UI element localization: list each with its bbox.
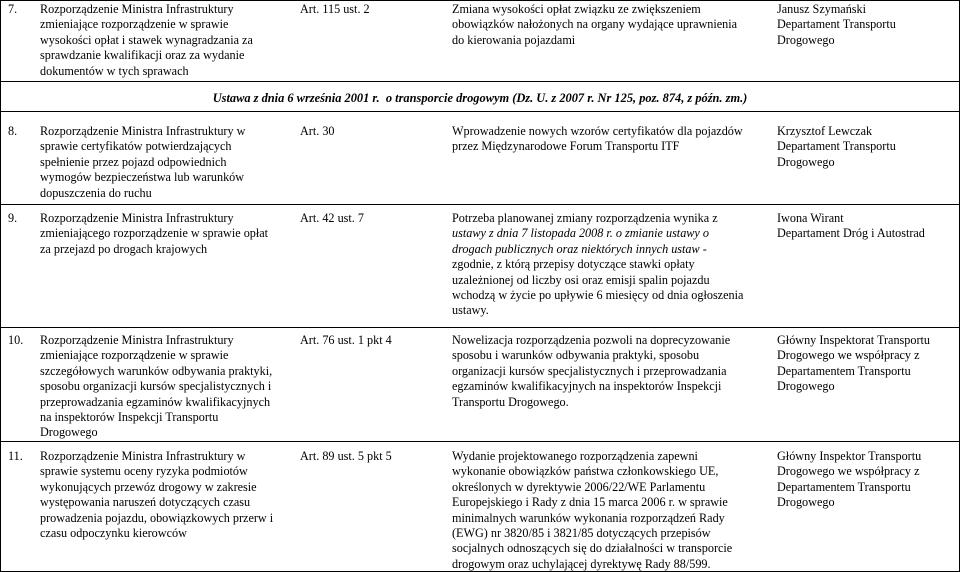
row-divider [0,441,960,442]
row-divider [0,111,960,112]
article-reference: Art. 30 [300,124,335,138]
row-number: 11. [8,449,23,463]
regulation-title: Rozporządzenie Ministra Infrastruktury zmieniającego rozporządzenie w sprawie opłat za przejazd po drogach krajowych [40,211,269,256]
table-border-left [0,0,1,572]
article-reference: Art. 89 ust. 5 pkt 5 [300,449,392,463]
change-description: Nowelizacja rozporządzenia pozwoli na doprecyzowanie sposobu i warunków odbywania praktyki, sposobu organizacji kursów specjalistycznych i przeprowadzania egzaminów kwalifikacyjnych na inspektorów Inspekcji Transportu Drogowego. [452,333,731,409]
responsible-unit: Iwona Wirant Departament Dróg i Autostrad [777,211,925,241]
responsible-unit: Główny Inspektor Transportu Drogowego we współpracy z Departamentem Transportu Drogowego [777,449,922,510]
row-number: 9. [8,211,18,225]
row-divider [0,204,960,205]
regulation-title: Rozporządzenie Ministra Infrastruktury w sprawie systemu oceny ryzyka podmiotów wykonujących przewóz drogowy w zakresie występowania naruszeń dotyczących czasu prowadzenia pojazdu, obowiązkowych przerw i czasu odpoczynku kierowców [40,449,274,541]
article-reference: Art. 115 ust. 2 [300,2,370,16]
change-description: Potrzeba planowanej zmiany rozporządzenia wynika z ustawy z dnia 7 listopada 2008 r. o zmianie ustawy o drogach publicznych oraz niektórych innych ustaw - zgodnie, z którą przepisy dotyczące stawki opłaty uzależnionej od liczby osi oraz emisji spalin pojazdu wchodzą w życie po upływie 6 miesięcy od dnia ogłoszenia ustawy. [452,211,744,318]
row-number: 10. [8,333,24,347]
row-divider [0,327,960,328]
row-divider [0,0,960,1]
change-description: Wprowadzenie nowych wzorów certyfikatów dla pojazdów przez Międzynarodowe Forum Transportu ITF [452,124,743,154]
article-reference: Art. 76 ust. 1 pkt 4 [300,333,392,347]
section-header-act: Ustawa z dnia 6 września 2001 r. [212,91,380,105]
responsible-unit: Janusz Szymański Departament Transportu Drogowego [777,2,896,47]
section-header [0,91,960,106]
article-reference: Art. 42 ust. 7 [300,211,364,225]
row-divider [0,81,960,82]
row-number: 7. [8,2,18,16]
responsible-unit: Krzysztof Lewczak Departament Transportu Drogowego [777,124,896,169]
responsible-unit: Główny Inspektorat Transportu Drogowego we współpracy z Departamentem Transportu Drogowego [777,333,931,394]
change-description: Wydanie projektowanego rozporządzenia zapewni wykonanie obowiązków państwa członkowskiego UE, określonych w dyrektywie 2006/22/WE Parlamentu Europejskiego i Rady z dnia 15 marca 2006 r. w sprawie minimalnych warunków wykonania rozporządzeń Rady (EWG) nr 3820/85 i 3821/85 dotyczących przepisów socjalnych odnoszących się do działalności w transporcie drogowym oraz uchylającej dyrektywę Rady 88/599. [452,449,733,571]
regulation-title: Rozporządzenie Ministra Infrastruktury w sprawie certyfikatów potwierdzających spełnienie przez pojazd odpowiednich wymogów bezpieczeństwa lub warunków dopuszczenia do ruchu [40,124,246,200]
row-number: 8. [8,124,18,138]
change-description: Zmiana wysokości opłat związku ze zwiększeniem obowiązków nałożonych na organy wydające uprawnienia do kierowania pojazdami [452,2,738,47]
section-header-title: o transporcie drogowym (Dz. U. z 2007 r. Nr 125, poz. 874, z późn. zm.) [385,91,748,105]
regulation-title: Rozporządzenie Ministra Infrastruktury zmieniające rozporządzenie w sprawie szczegółowych warunków odbywania praktyki, sposobu organizacji kursów specjalistycznych i przeprowadzania egzaminów kwalifikacyjnych na inspektorów Inspekcji Transportu Drogowego [40,333,273,440]
regulation-title: Rozporządzenie Ministra Infrastruktury zmieniające rozporządzenie w sprawie wysokości opłat i stawek wynagradzania za sprawdzanie kwalifikacji oraz za wydanie dokumentów w tych sprawach [40,2,253,78]
